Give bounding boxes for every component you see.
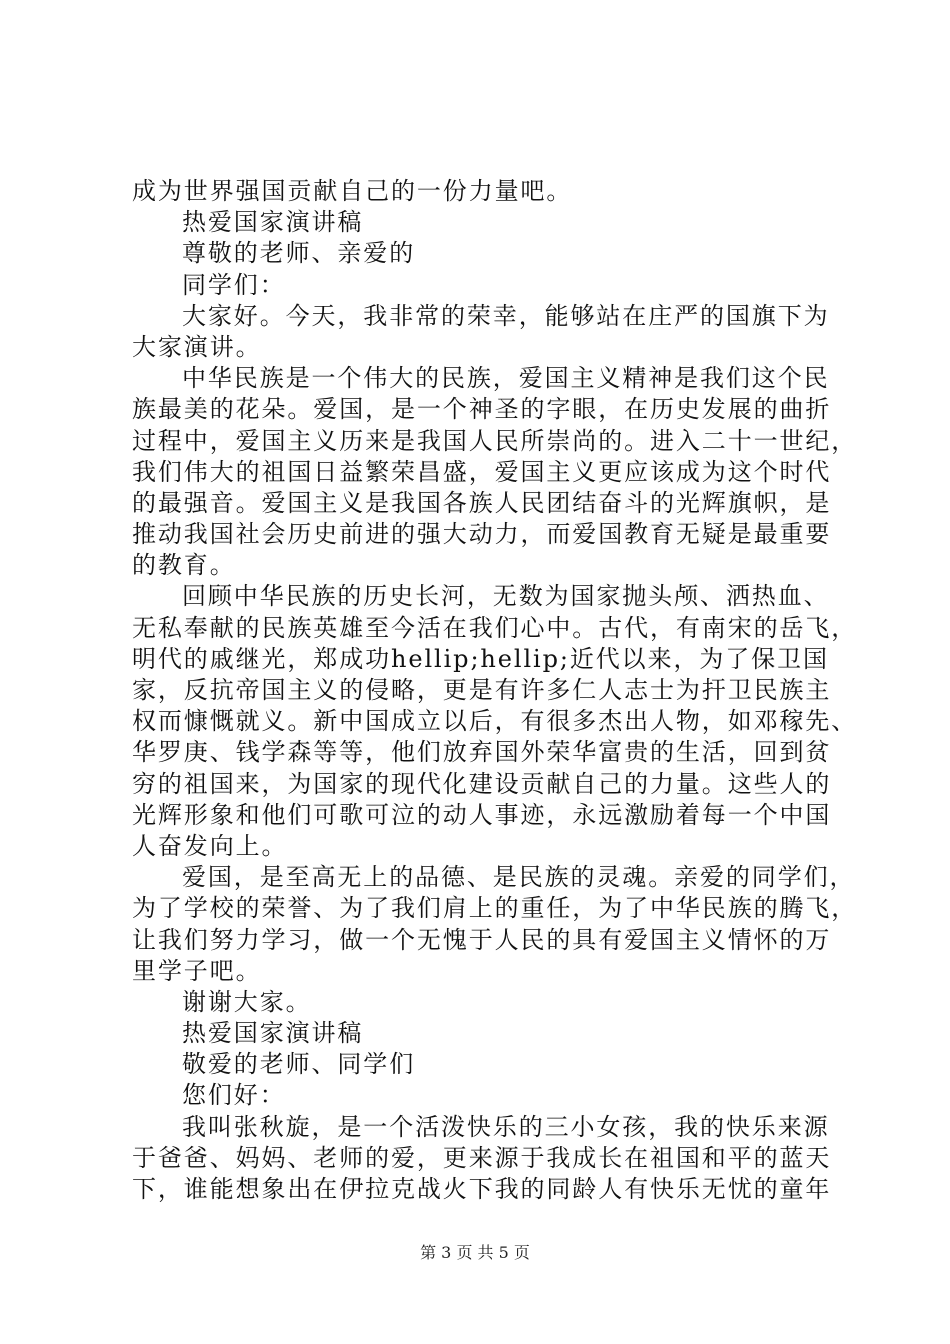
body-line: 成为世界强国贡献自己的一份力量吧。 [132,177,573,205]
paragraph-line: 里学子吧。 [132,956,262,985]
paragraph-line: 人奋发向上。 [132,831,288,860]
salutation: 您们好： [182,1081,286,1110]
paragraph-line: 让我们努力学习，做一个无愧于人民的具有爱国主义情怀的万 [132,925,832,954]
section-title: 热爱国家演讲稿 [182,1019,364,1048]
paragraph-line: 族最美的花朵。爱国，是一个神圣的字眼，在历史发展的曲折 [132,395,832,424]
paragraph-line: 穷的祖国来，为国家的现代化建设贡献自己的力量。这些人的 [132,769,832,798]
paragraph-line: 无私奉献的民族英雄至今活在我们心中。古代，有南宋的岳飞， [132,613,858,642]
paragraph-line: 回顾中华民族的历史长河，无数为国家抛头颅、洒热血、 [182,582,830,611]
section-title: 热爱国家演讲稿 [182,208,364,237]
paragraph-line: 的教育。 [132,551,236,580]
salutation: 敬爱的老师、同学们 [182,1050,416,1079]
page-number-footer: 第 3 页 共 5 页 [420,1243,530,1262]
paragraph-line: 爱国，是至高无上的品德、是民族的灵魂。亲爱的同学们， [182,863,856,892]
document-body [132,176,858,1205]
paragraph-line: 光辉形象和他们可歌可泣的动人事迹，永远激励着每一个中国 [132,800,832,829]
paragraph-line: 中华民族是一个伟大的民族，爱国主义精神是我们这个民 [182,364,830,393]
paragraph-line: 华罗庚、钱学森等等，他们放弃国外荣华富贵的生活，回到贫 [132,738,832,767]
salutation: 同学们： [182,270,286,299]
paragraph-line: 我叫张秋旋，是一个活泼快乐的三小女孩，我的快乐来源 [182,1112,830,1141]
paragraph-line: 明代的戚继光，郑成功hellip;hellip;近代以来，为了保卫国 [132,644,829,673]
paragraph-line: 大家好。今天，我非常的荣幸，能够站在庄严的国旗下为 [182,301,830,330]
paragraph-line: 我们伟大的祖国日益繁荣昌盛，爱国主义更应该成为这个时代 [132,457,832,486]
salutation: 尊敬的老师、亲爱的 [182,239,416,268]
paragraph-line: 大家演讲。 [132,332,262,361]
paragraph-line: 推动我国社会历史前进的强大动力，而爱国教育无疑是最重要 [132,520,832,549]
paragraph-line: 过程中，爱国主义历来是我国人民所崇尚的。进入二十一世纪， [132,426,858,455]
closing-line: 谢谢大家。 [182,987,312,1016]
paragraph-line: 家，反抗帝国主义的侵略，更是有许多仁人志士为扞卫民族主 [132,676,832,704]
paragraph-line: 下，谁能想象出在伊拉克战火下我的同龄人有快乐无忧的童年 [132,1175,832,1203]
paragraph-line: 的最强音。爱国主义是我国各族人民团结奋斗的光辉旗帜，是 [132,488,832,517]
paragraph-line: 于爸爸、妈妈、老师的爱，更来源于我成长在祖国和平的蓝天 [132,1143,832,1172]
paragraph-line: 权而慷慨就义。新中国成立以后，有很多杰出人物，如邓稼先、 [132,707,858,736]
paragraph-line: 为了学校的荣誉、为了我们肩上的重任，为了中华民族的腾飞， [132,894,858,923]
